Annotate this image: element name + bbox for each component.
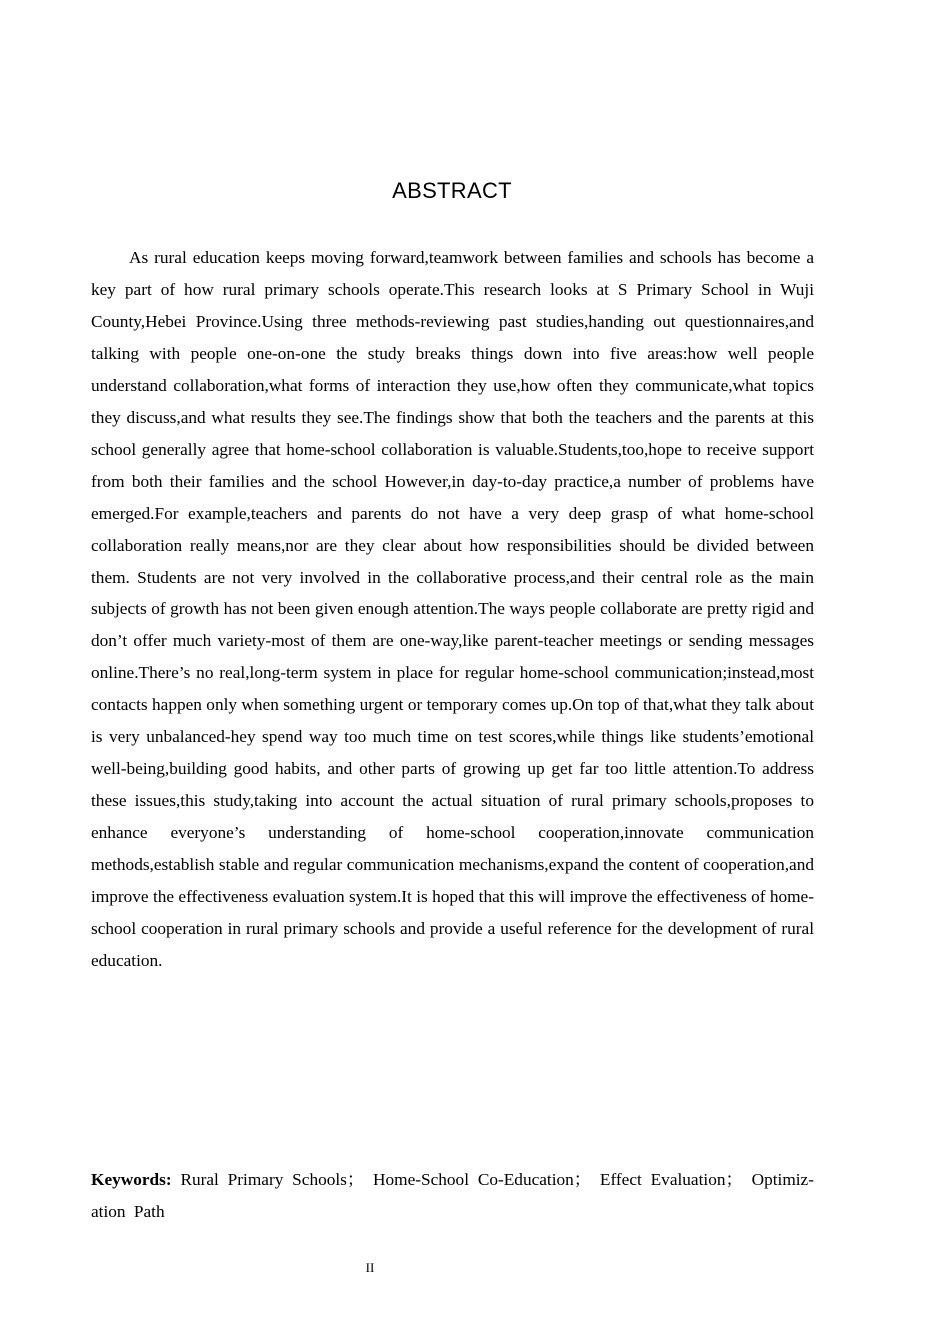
abstract-heading: ABSTRACT <box>392 178 512 203</box>
keywords-section <box>91 1164 814 1227</box>
keywords-list: Rural Primary Schools； Home-School Co-Education； Effect Evaluation； Optimiz-ation Path <box>91 1170 814 1221</box>
keywords-label: Keywords: <box>91 1170 172 1189</box>
abstract-body: As rural education keeps moving forward,teamwork between families and schools has become a key part of how rural primary schools operate.This research looks at S Primary School in Wuji County,Hebei Province.Using three methods-reviewing past studies,handing out questionnaires,and talking with people one-on-one the study breaks things down into five areas:how well people understand collaboration,what forms of interaction they use,how often they communicate,what topics they discuss,and what results they see.The findings show that both the teachers and the parents at this school generally agree that home-school collaboration is valuable.Students,too,hope to receive support from both their families and the school However,in day-to-day practice,a number of problems have emerged.For example,teachers and parents do not have a very deep grasp of what home-school collaboration really means,nor are they clear about how responsibilities should be divided between them. Students are not very involved in the collaborative process,and their central role as the main subjects of growth has not been given enough attention.The ways people collaborate are pretty rigid and don’t offer much variety-most of them are one-way,like parent-teacher meetings or sending messages online.There’s no real,long-term system in place for regular home-school communication;instead,most contacts happen only when something urgent or temporary comes up.On top of that,what they talk about is very unbalanced-hey spend way too much time on test scores,while things like students’emotional well-being,building good habits, and other parts of growing up get far too little attention.To address these issues,this study,taking into account the actual situation of rural primary schools,proposes to enhance everyone’s understanding of home-school cooperation,innovate communication methods,establish stable and regular communication mechanisms,expand the content of cooperation,and improve the effectiveness evaluation system.It is hoped that this will improve the effectiveness of home-school cooperation in rural primary schools and provide a useful reference for the development of rural education. <box>91 248 814 970</box>
page-number: II <box>365 1260 375 1275</box>
